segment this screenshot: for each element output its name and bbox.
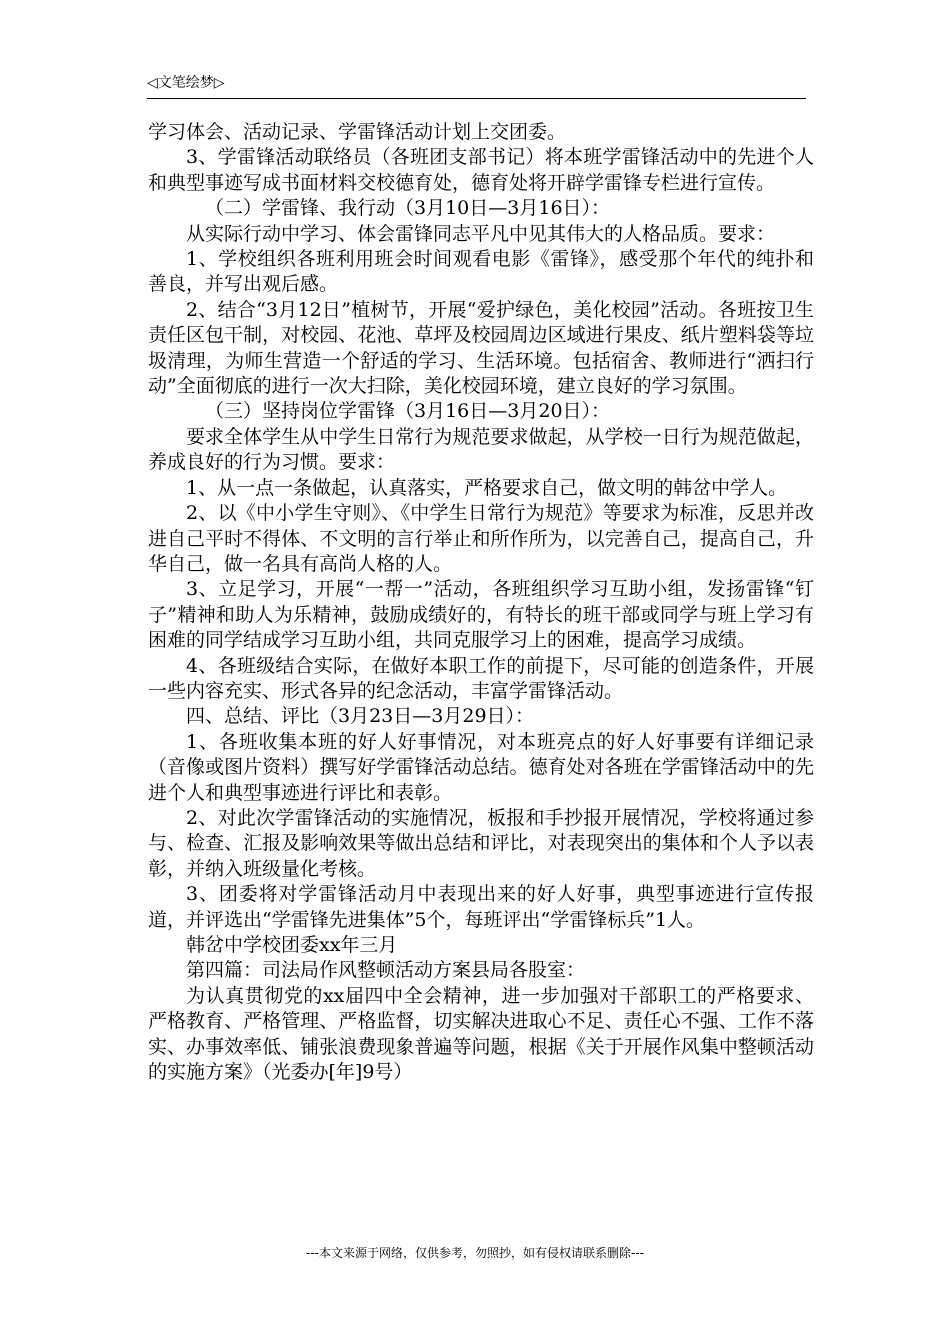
signature-line: 韩岔中学校团委xx年三月	[186, 934, 398, 956]
section-heading: 四、总结、评比（3月23日—3月29日）：	[186, 705, 535, 728]
section-heading: （二）学雷锋、我行动（3月10日—3月16日）：	[205, 197, 611, 220]
paragraph: 1、学校组织各班利用班会时间观看电影《雷锋》，感受那个年代的纯扑和善良，并写出观后感。	[148, 248, 814, 296]
footer-notice: ---本文来源于网络，仅供参考，勿照抄，如有侵权请联系删除---	[306, 1246, 644, 1260]
paragraph: 4、各班级结合实际，在做好本职工作的前提下，尽可能的创造条件，开展一些内容充实、形式各异的纪念活动，丰富学雷锋活动。	[148, 654, 814, 702]
paragraph: 要求全体学生从中学生日常行为规范要求做起，从学校一日行为规范做起，养成良好的行为习惯。要求：	[148, 425, 814, 474]
paragraph: 2、以《中小学生守则》、《中学生日常行为规范》等要求为标准，反思并改进自己平时不得体、不文明的言行举止和所作所为，以完善自己，提高自己，升华自己，做一名具有高尚人格的人。	[148, 502, 814, 575]
paragraph: 1、从一点一条做起，认真落实，严格要求自己，做文明的韩岔中学人。	[186, 476, 788, 499]
paragraph: 2、对此次学雷锋活动的实施情况，板报和手抄报开展情况，学校将通过参与、检查、汇报及影响效果等做出总结和评比，对表现突出的集体和个人予以表彰，并纳入班级量化考核。	[148, 806, 814, 880]
paragraph: 1、各班收集本班的好人好事情况，对本班亮点的好人好事要有详细记录（音像或图片资料）撰写好学雷锋活动总结。德育处对各班在学雷锋活动中的先进个人和典型事迹进行评比和表彰。	[148, 730, 814, 804]
section-heading: （三）坚持岗位学雷锋（3月16日—3月20日）：	[205, 400, 611, 423]
paragraph: 为认真贯彻党的xx届四中全会精神，进一步加强对干部职工的严格要求、严格教育、严格管理、严格监督，切实解决进取心不足、责任心不强、工作不落实、办事效率低、铺张浪费现象普遍等问题，根据《关于开展作风集中整顿活动的实施方案》（光委办[年]9号）	[148, 984, 814, 1084]
section-heading: 第四篇：司法局作风整顿活动方案县局各股室：	[186, 959, 586, 982]
page-header	[147, 72, 806, 99]
page-footer	[0, 1244, 950, 1261]
paragraph: 3、团委将对学雷锋活动月中表现出来的好人好事，典型事迹进行宣传报道，并评选出“学雷锋先进集体”5个，每班评出“学雷锋标兵”1人。	[148, 883, 814, 931]
paragraph: 学习体会、活动记录、学雷锋活动计划上交团委。	[148, 121, 567, 143]
paragraph: 3、学雷锋活动联络员（各班团支部书记）将本班学雷锋活动中的先进个人和典型事迹写成书面材料交校德育处，德育处将开辟学雷锋专栏进行宣传。	[148, 146, 814, 194]
paragraph: 3、立足学习，开展“一帮一”活动，各班组织学习互助小组，发扬雷锋“钉子”精神和助人为乐精神，鼓励成绩好的，有特长的班干部或同学与班上学习有困难的同学结成学习互助小组，共同克服学习上的困难，提高学习成绩。	[148, 578, 814, 652]
document-body	[148, 120, 814, 1085]
header-brand: ◁文笔绘梦▷	[147, 75, 225, 91]
paragraph: 2、结合“3月12日”植树节，开展“爱护绿色，美化校园”活动。各班按卫生责任区包干制，对校园、花池、草坪及校园周边区域进行果皮、纸片塑料袋等垃圾清理，为师生营造一个舒适的学习、生活环境。包括宿舍、教师进行“洒扫行动”全面彻底的进行一次大扫除，美化校园环境，建立良好的学习氛围。	[148, 298, 814, 398]
paragraph: 从实际行动中学习、体会雷锋同志平凡中见其伟大的人格品质。要求：	[186, 222, 776, 245]
